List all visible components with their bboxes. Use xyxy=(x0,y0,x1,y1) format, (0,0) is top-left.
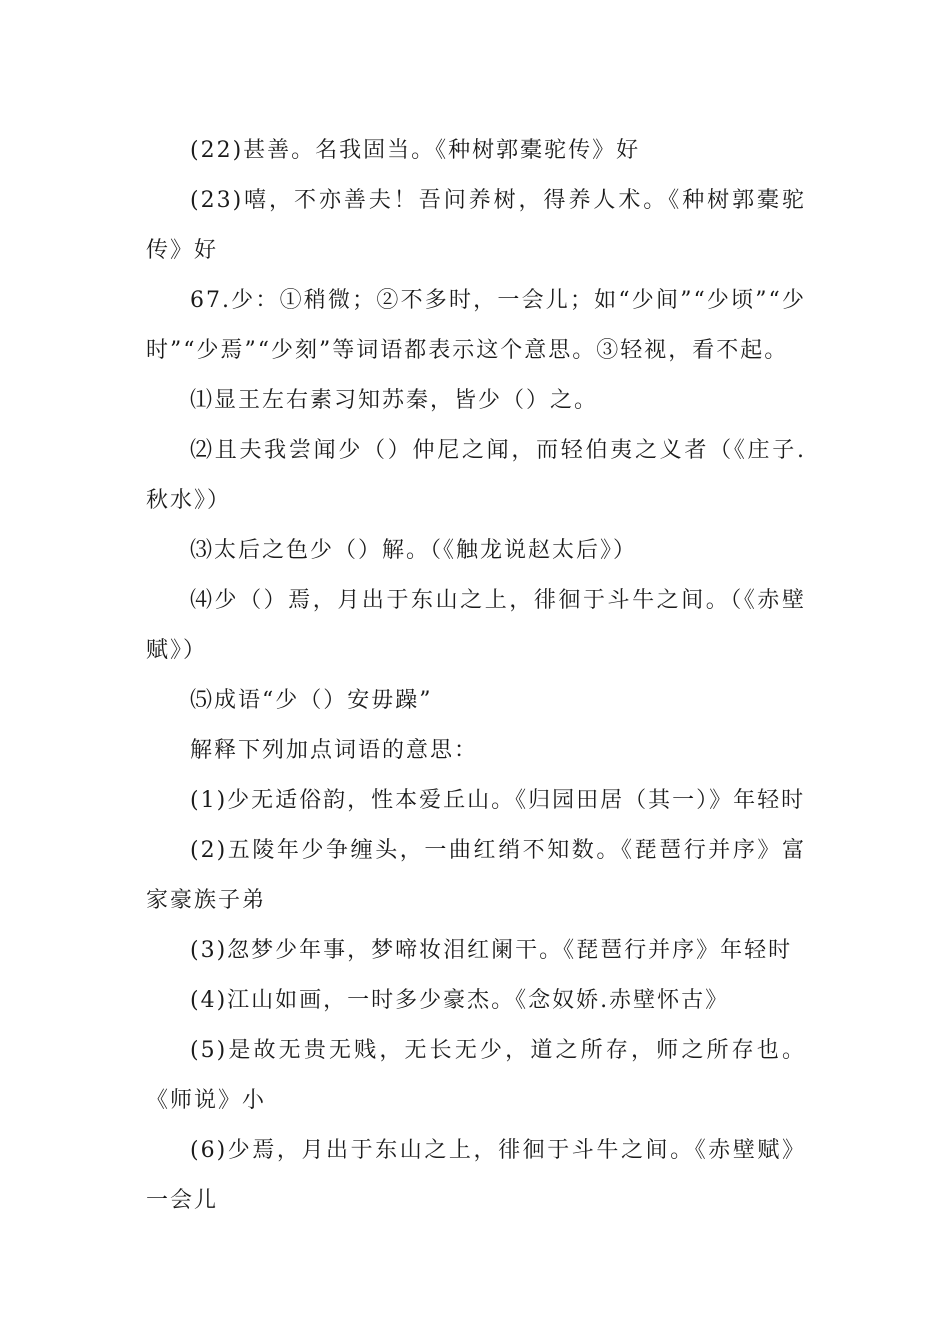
paragraph-23: (23)嘻，不亦善夫！吾问养树，得养人术。《种树郭橐驼传》好 xyxy=(146,188,806,263)
paragraph-22: (22)甚善。名我固当。《种树郭橐驼传》好 xyxy=(190,138,641,163)
answer-item-1: (1)少无适俗韵，性本爱丘山。《归园田居（其一）》年轻时 xyxy=(190,788,806,813)
paragraph-67-definition: 67.少：①稍微；②不多时，一会儿；如“少间”“少顷”“少时”“少焉”“少刻”等词语都表示这个意思。③轻视，看不起。 xyxy=(146,288,806,363)
answer-item-5: (5)是故无贵无贱，无长无少，道之所存，师之所存也。《师说》小 xyxy=(146,1038,806,1113)
document-body xyxy=(146,126,806,1226)
exercise-item-4: ⑷少（）焉，月出于东山之上，徘徊于斗牛之间。（《赤壁赋》） xyxy=(146,588,806,663)
exercise-item-2: ⑵且夫我尝闻少（）仲尼之闻，而轻伯夷之义者（《庄子.秋水》） xyxy=(146,438,806,513)
section-instruction: 解释下列加点词语的意思： xyxy=(190,738,479,763)
exercise-item-3: ⑶太后之色少（）解。（《触龙说赵太后》） xyxy=(190,538,638,563)
answer-item-4: (4)江山如画，一时多少豪杰。《念奴娇.赤壁怀古》 xyxy=(190,988,730,1013)
answer-item-2: (2)五陵年少争缠头，一曲红绡不知数。《琵琶行并序》富家豪族子弟 xyxy=(146,838,806,913)
answer-item-3: (3)忽梦少年事，梦啼妆泪红阑干。《琵琶行并序》年轻时 xyxy=(190,938,793,963)
exercise-item-1: ⑴显王左右素习知苏秦，皆少（）之。 xyxy=(190,388,599,413)
answer-item-6: (6)少焉，月出于东山之上，徘徊于斗牛之间。《赤壁赋》一会儿 xyxy=(146,1138,806,1213)
exercise-item-5: ⑸成语“少（）安毋躁” xyxy=(190,688,433,713)
